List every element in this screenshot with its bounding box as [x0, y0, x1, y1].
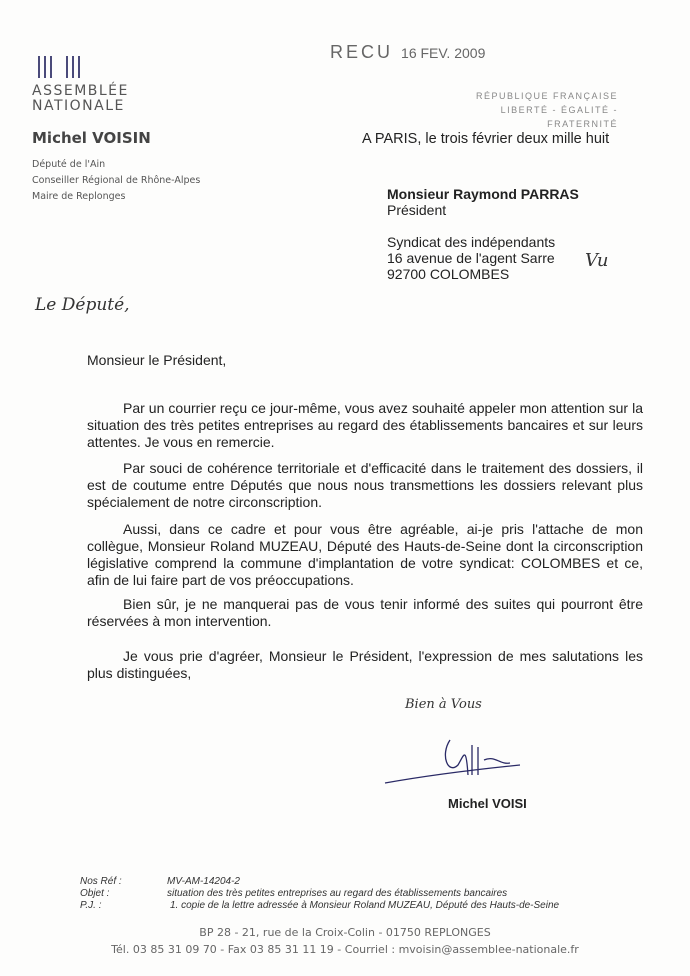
recipient-city: 92700 COLOMBES: [387, 266, 510, 282]
ref-value: MV-AM-14204-2: [167, 876, 240, 887]
ref-key: P.J. :: [80, 900, 102, 911]
paragraph: Bien sûr, je ne manquerai pas de vous tenir informé des suites qui pourront être réservées à mon intervention.: [87, 596, 643, 629]
ref-key: Nos Réf :: [80, 876, 122, 887]
handwritten-vu: Vu: [585, 250, 609, 271]
ref-row: [80, 900, 559, 912]
paragraph: Je vous prie d'agréer, Monsieur le Président, l'expression de mes salutations les plus distinguées,: [87, 648, 643, 681]
stamp-label: RECU: [330, 42, 394, 62]
paragraph: Aussi, dans ce cadre et pour vous être agréable, ai-je pris l'attache de mon collègue, Monsieur Roland MUZEAU, Député des Hauts-de-Seine dont la circonscription législative comprend la commune d'implantation de votre syndicat: COLOMBES et ce, afin de lui faire part de vos préoccupations.: [87, 521, 643, 588]
recipient-org: Syndicat des indépendants: [387, 234, 556, 250]
footer-address: BP 28 - 21, rue de la Croix-Colin - 01750 REPLONGES: [199, 926, 491, 939]
assemblee-logo-text: [32, 84, 129, 114]
sender-titles: [32, 157, 200, 205]
footer: [0, 924, 690, 958]
paragraph: Par souci de cohérence territoriale et d'efficacité dans le traitement des dossiers, il est de coutume entre Députés que nous nous transmettions les dossiers relevant plus spécialement de notre circonscription.: [87, 460, 643, 510]
motto: LIBERTÉ - ÉGALITÉ - FRATERNITÉ: [500, 105, 618, 129]
republic: RÉPUBLIQUE FRANÇAISE: [475, 91, 618, 101]
handwritten-closing: Bien à Vous: [405, 697, 482, 712]
logo-line1: ASSEMBLÉE: [32, 83, 129, 99]
date-line: A PARIS, le trois février deux mille huit: [362, 131, 610, 147]
paragraph: Par un courrier reçu ce jour-même, vous avez souhaité appeler mon attention sur la situation des très petites entreprises au regard des établissements bancaires et sur leurs attentes. Je vous en remercie.: [87, 400, 643, 450]
salutation: Monsieur le Président,: [87, 352, 227, 368]
logo-line2: NATIONALE: [32, 98, 125, 114]
sender-title: Conseiller Régional de Rhône-Alpes: [32, 175, 201, 186]
signature-name: Michel VOISI: [448, 796, 527, 811]
handwritten-depute: Le Député,: [35, 295, 130, 315]
recipient-street: 16 avenue de l'agent Sarre: [387, 250, 555, 266]
ref-value: situation des très petites entreprises au regard des établissements bancaires: [167, 888, 508, 899]
republic-header: [440, 89, 618, 131]
stamp-date: 16 FEV. 2009: [401, 45, 486, 61]
sender-title: Maire de Replonges: [32, 191, 126, 202]
recipient-block: [387, 186, 579, 282]
received-stamp: [330, 42, 485, 63]
signature-icon: [380, 725, 530, 790]
ref-value: 1. copie de la lettre adressée à Monsieur Roland MUZEAU, Député des Hauts-de-Seine: [170, 900, 560, 911]
ref-row: [80, 876, 559, 888]
sender-title: Député de l'Ain: [32, 159, 106, 170]
ref-row: [80, 888, 559, 900]
recipient-name: Monsieur Raymond PARRAS: [387, 186, 579, 202]
references: [80, 876, 559, 912]
recipient-role: Président: [387, 202, 447, 218]
sender-name: Michel VOISIN: [32, 129, 151, 147]
footer-contact: Tél. 03 85 31 09 70 - Fax 03 85 31 11 19 - Courriel : mvoisin@assemblee-nationale.fr: [111, 943, 579, 956]
assemblee-logo-icon: [38, 56, 84, 83]
ref-key: Objet :: [80, 888, 110, 899]
